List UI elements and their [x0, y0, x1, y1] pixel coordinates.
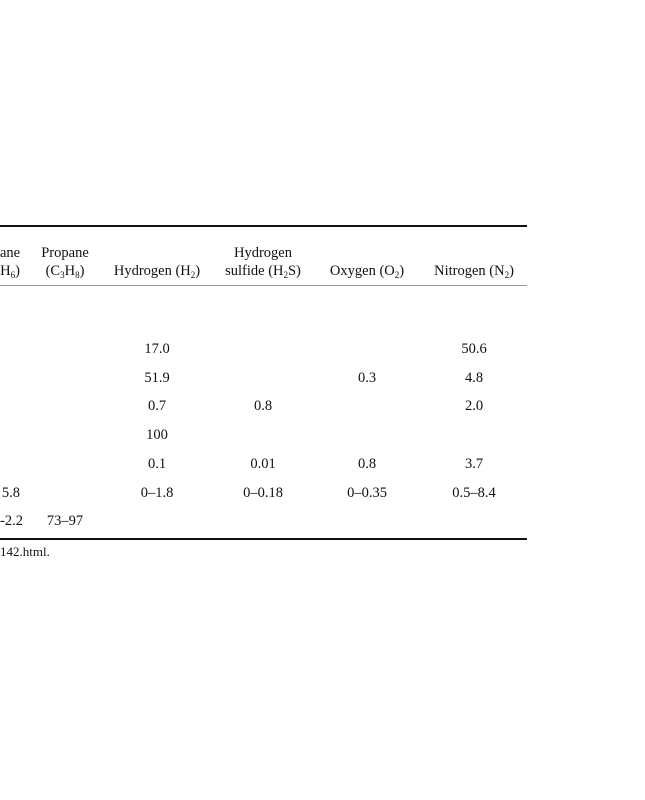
cell-nitrogen: 2.0 [464, 398, 484, 414]
cell-ethane: -2.2 [0, 513, 23, 529]
column-header-hydrogen-sulfide [225, 246, 301, 279]
column-header-propane [41, 246, 89, 279]
column-header-hydrogen [114, 246, 200, 279]
cell-propane: 73–97 [46, 513, 84, 529]
column-header-line2: Nitrogen $(N_2)$ [434, 263, 514, 280]
column-header-line2: Oxygen $(O_2)$ [329, 263, 405, 280]
column-header-line1 [114, 246, 200, 264]
column-header-line1: Propane [41, 245, 89, 261]
column-header-line2: $H_6$) [0, 263, 20, 280]
column-header-line1: ane [0, 245, 21, 261]
column-header-line2: Hydrogen $(H_2)$ [113, 263, 201, 280]
cell-hydrogen: 100 [146, 427, 168, 443]
cell-hydrogen: 0–1.8 [140, 485, 174, 501]
cell-hydrogen-sulfide: 0.8 [253, 398, 273, 414]
column-header-line1 [330, 246, 404, 264]
cell-nitrogen: 0.5–8.4 [452, 485, 496, 501]
table-top-rule [0, 225, 527, 227]
cell-hydrogen: 0.1 [147, 456, 167, 472]
column-header-line2: sulfide $(H_2S)$ [225, 263, 301, 280]
table-header-rule [0, 285, 527, 286]
table-bottom-rule [0, 538, 527, 540]
column-header-nitrogen [434, 246, 514, 279]
cell-hydrogen: 51.9 [144, 370, 170, 386]
column-header-line2: $(C_3H_8)$ [45, 263, 85, 280]
column-header-ethane [0, 246, 20, 279]
cell-hydrogen-sulfide: 0.01 [250, 456, 276, 472]
cell-nitrogen: 4.8 [464, 370, 484, 386]
cell-hydrogen: 0.7 [147, 398, 167, 414]
cell-oxygen: 0.3 [357, 370, 377, 386]
cell-oxygen: 0–0.35 [347, 485, 387, 501]
column-header-line1 [434, 246, 514, 264]
table-footnote: 142.html. [0, 544, 50, 559]
cell-nitrogen: 50.6 [461, 341, 487, 357]
cell-nitrogen: 3.7 [464, 456, 484, 472]
cell-ethane: 5.8 [1, 485, 20, 501]
cell-hydrogen: 17.0 [144, 341, 170, 357]
cell-hydrogen-sulfide: 0–0.18 [243, 485, 283, 501]
cell-oxygen: 0.8 [357, 456, 377, 472]
column-header-line1: Hydrogen [233, 245, 292, 261]
column-header-oxygen [330, 246, 404, 279]
